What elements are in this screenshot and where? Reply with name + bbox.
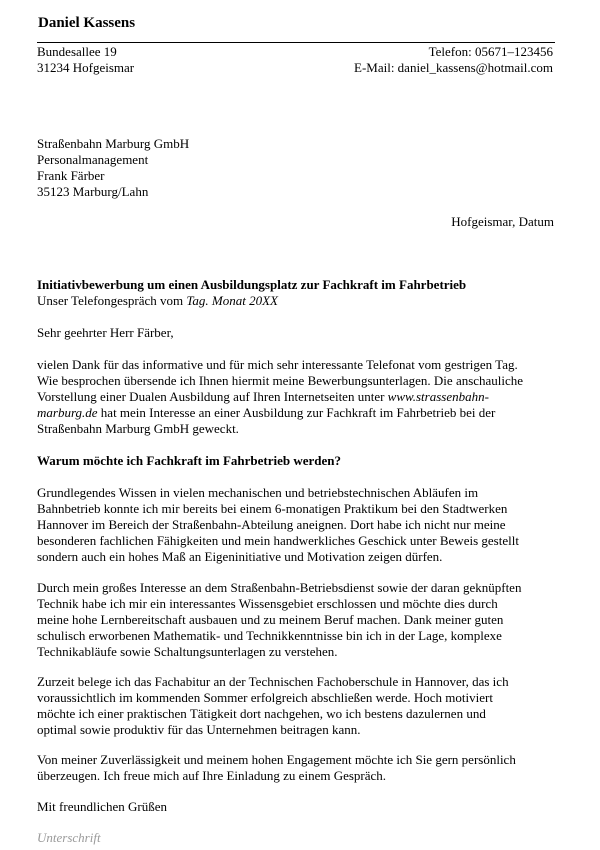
paragraph-line: Grundlegendes Wissen in vielen mechanischen und betriebstechnischen Abläufen im [37,485,479,500]
subject-reference [37,293,567,309]
website-link-part1: www.strassenbahn- [387,389,489,404]
recipient-department: Personalmanagement [37,152,149,167]
subject-ref-date: Tag. Monat 20XX [186,293,278,308]
paragraph-line: besonderen fachlichen Fähigkeiten und mein handwerkliches Geschick unter Beweis gestellt [37,533,519,548]
salutation: Sehr geehrter Herr Färber, [37,325,174,340]
sender-street: Bundesallee 19 [37,44,117,59]
sender-phone: Telefon: 05671–123456 [428,44,553,59]
paragraph-line: optimal sowie produktiv für das Unternehmen beitragen kann. [37,722,361,737]
paragraph-closing [37,752,557,784]
sender-city: 31234 Hofgeismar [37,60,135,75]
subject-block [37,277,567,309]
place-date: Hofgeismar, Datum [451,214,554,229]
paragraph-line [37,389,557,405]
sender-name: Daniel Kassens [38,15,136,31]
paragraph-line: Hannover im Bereich der Straßenbahn-Abteilung aneignen. Dort habe ich nicht nur meine [37,517,506,532]
website-link-part2: marburg.de [37,405,98,420]
recipient-company: Straßenbahn Marburg GmbH [37,136,190,151]
paragraph-intro [37,357,557,437]
paragraph-line: Wie besprochen übersende ich Ihnen hiermit meine Bewerbungsunterlagen. Die anschauliche [37,373,524,388]
recipient-contact: Frank Färber [37,168,105,183]
recipient-city: 35123 Marburg/Lahn [37,184,149,199]
sender-contact [354,44,553,76]
paragraph-line: Technikabläufe sowie Schaltungsunterlagen zu verstehen. [37,644,338,659]
paragraph-line: Straßenbahn Marburg GmbH geweckt. [37,421,239,436]
header-divider [37,42,555,43]
paragraph-line: Durch mein großes Interesse an dem Straßenbahn-Betriebsdienst sowie der daran geknüpften [37,580,522,595]
paragraph-line: Zurzeit belege ich das Fachabitur an der Technischen Fachoberschule in Hannover, das ich [37,674,509,689]
paragraph-line: schulisch erworbenen Mathematik- und Technikkenntnisse bin ich in der Lage, komplexe [37,628,502,643]
paragraph-line: sondern auch ein hohes Maß an Eigeninitiative und Motivation zeigen dürfen. [37,549,443,564]
paragraph-line: Technik habe ich mir ein interessantes Wissensgebiet erschlossen und möchte dies durch [37,596,498,611]
paragraph-line: Bahnbetrieb konnte ich mir bereits bei einem 6-monatigen Praktikum bei den Stadtwerken [37,501,508,516]
paragraph-text: Vorstellung einer Dualen Ausbildung auf Ihren Internetseiten unter [37,389,388,404]
paragraph-line: meine hohe Lernbereitschaft ausbauen und zu meinem Beruf machen. Dank meiner guten [37,612,504,627]
paragraph-experience [37,485,557,565]
subject-title: Initiativbewerbung um einen Ausbildungsplatz zur Fachkraft im Fahrbetrieb [37,277,467,292]
paragraph-line: vielen Dank für das informative und für mich sehr interessante Telefonat vom gestrigen Tag. [37,357,518,372]
closing-formula: Mit freundlichen Grüßen [37,799,167,814]
signature-placeholder: Unterschrift [37,830,101,845]
paragraph-text: hat mein Interesse an einer Ausbildung zur Fachkraft im Fahrbetrieb bei der [97,405,496,420]
paragraph-line: Von meiner Zuverlässigkeit und meinem hohen Engagement möchte ich Sie gern persönlich [37,752,516,767]
sender-address [37,44,134,76]
paragraph-line: möchte ich einer praktischen Tätigkeit dort nachgehen, wo ich bestens dazulernen und [37,706,486,721]
section-heading: Warum möchte ich Fachkraft im Fahrbetrieb werden? [37,453,342,468]
paragraph-line: voraussichtlich im kommenden Sommer erfolgreich abschließen werde. Hoch motiviert [37,690,493,705]
paragraph-interest [37,580,557,660]
paragraph-line [37,405,557,421]
recipient-address [37,136,189,200]
paragraph-education [37,674,557,738]
sender-email: E-Mail: daniel_kassens@hotmail.com [354,60,553,75]
paragraph-line: überzeugen. Ich freue mich auf Ihre Einladung zu einem Gespräch. [37,768,387,783]
subject-ref-prefix: Unser Telefongespräch vom [37,293,187,308]
